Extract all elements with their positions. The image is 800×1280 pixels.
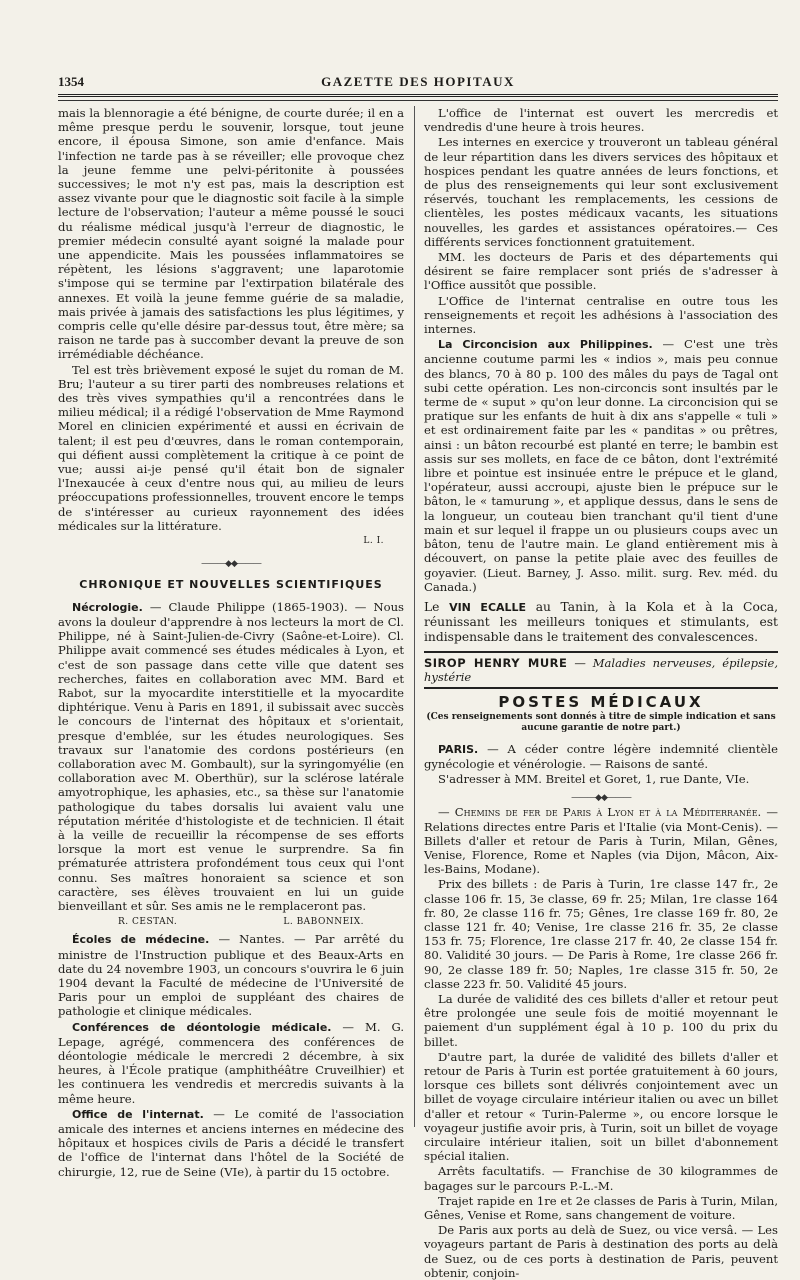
office-paragraph-2: Les internes en exercice y trouveront un tableau général de leur répartition dans les divers services des hôpitaux et hospices pendant les quatre années de leurs fonctions, et de plus des renseignements qui leur sont exclusivement réservés, touchant les remplacements, les cessions de clientèles, les postes médicaux vacants, les situations nouvelles, les gardes et assistances opératoires.— Ces différents services fonctionnent gratuitement. bbox=[424, 135, 778, 249]
review-paragraph-1: mais la blennoragie a été bénigne, de courte durée; il en a même presque perdu le souvenir, lorsque, tout jeune encore, il épousa Simone, son amie d'enfance. Mais l'infection ne tarde pas à se réveiller; elle provoque chez la jeune femme une pelvi-péritonite à poussées successives; le mot n'y est pas, mais la description est assez vivante pour que le diagnostic soit facile à la simple lecture de l'observation; l'auteur a même poussé le souci du réalisme médical jusqu'à l'erreur de diagnostic, le premier médecin consulté ayant soigné la malade pour une appendicite. Mais les poussées inflammatoires se répètent, les lésions s'aggravent; une laparotomie s'impose qui se termine par l'extirpation bilatérale des annexes. Et voilà la jeune femme guérie de sa maladie, mais privée à jamais des satisfactions les plus légitimes, y compris celle qu'elle désire par-dessus tout, être mère; sa raison ne tarde pas à succomber devant la preuve de son irrémédiable déchéance. bbox=[58, 106, 404, 362]
ecoles-article bbox=[58, 932, 404, 1018]
railway-express: Trajet rapide en 1re et 2e classes de Paris à Turin, Milan, Gênes, Venise et Rome, sans changement de voiture. bbox=[424, 1193, 778, 1223]
ad-prefix: Le bbox=[424, 599, 440, 614]
paris-text: — A céder contre légère indemnité clientèle gynécologie et vénérologie. — Raisons de santé. bbox=[424, 741, 778, 771]
necrologie-article bbox=[58, 600, 404, 913]
railway-prices: Prix des billets : de Paris à Turin, 1re classe 147 fr., 2e classe 106 fr. 15, 3e classe, 69 fr. 25; Milan, 1re classe 164 fr. 80, 2e classe 116 fr. 75; Gênes, 1re classe 169 fr. 80, 2e classe 121 fr. 40; Venise, 1re classe 216 fr. 35, 2e classe 153 fr. 75; Florence, 1re classe 217 fr. 40, 2e classe 154 fr. 80. Validité 30 jours. — De Paris à Rome, 1re classe 266 fr. 90, 2e classe 189 fr. 50; Naples, 1re classe 315 fr. 50, 2e classe 223 fr. 50. Validité 45 jours. bbox=[424, 877, 778, 991]
railway-article bbox=[424, 805, 778, 876]
newspaper-page bbox=[58, 72, 779, 1280]
conferences-heading: Conférences de déontologie médicale. bbox=[72, 1020, 332, 1034]
conferences-text: — M. G. Lepage, agrégé, commencera des conférences de déontologie médicale le mercredi 2 décembre, à six heures, à l'École pratique (amphithéâtre Cruveilhier) et les continuera les vendredis et mercredis suivants à la même heure. bbox=[58, 1019, 405, 1106]
sirop-brand: SIROP HENRY MURE bbox=[424, 655, 568, 670]
vin-ecalle-brand: VIN ECALLE bbox=[449, 600, 527, 614]
railway-heading: — Chemins de fer de Paris à Lyon et à la Méditerranée. bbox=[438, 805, 762, 820]
circoncision-heading: La Circoncision aux Philippines. bbox=[438, 338, 653, 352]
right-column bbox=[424, 106, 779, 1280]
left-column bbox=[58, 106, 405, 1179]
header-rule bbox=[58, 100, 778, 101]
necrologie-text: — Claude Philippe (1865-1903). — Nous avons la douleur d'apprendre à nos lecteurs la mort de Cl. Philippe, né à Saint-Julien-de-Civry (Saône-et-Loire). Cl. Philippe avait commencé ses études médicales à Lyon, et c'est de son passage dans cette ville que datent ses recherches, faites en collaboration avec MM. Bard et Rabot, sur la myocardite interstitielle et la myocardite diphtérique. Venu à Paris en 1891, il subissait avec succès le concours de l'internat des hôpitaux et s'orientait, presque d'emblée, sur les études neurologiques. Ses travaux sur l'anatomie des cordons postérieurs (en collaboration avec M. Gombault), sur la syringomyélie (en collaboration avec M. Oberthür), sur la sclérose latérale amyotrophique, les aphasies, etc., sa thèse sur l'anatomie pathologique du tabes dorsalis lui avaient valu une réputation méritée d'histologiste et de technicien. Il était à la veille de recueillir la récompense de ses efforts lorsque la mort est venue le surprendre. Sa fin prématurée attristera profondément tous ceux qui l'ont connu. Ses maîtres honoraient sa science et son caractère, ses élèves trouvaient en lui un guide bienveillant et sûr. Ses amis ne le remplaceront pas. bbox=[58, 599, 405, 913]
signature-cestan: R. CESTAN. bbox=[118, 917, 178, 928]
railway-stops: Arrêts facultatifs. — Franchise de 30 kilogrammes de bagages sur le parcours P.-L.-M. bbox=[424, 1164, 778, 1193]
sirop-text: — Maladies nerveuses, épilepsie, hystérie bbox=[424, 655, 779, 685]
necrologie-heading: Nécrologie. bbox=[72, 600, 143, 614]
ecoles-text: — Nantes. — Par arrêté du ministre de l'Instruction publique et des Beaux-Arts en date du 24 novembre 1903, un concours s'ouvrira le 6 juin 1904 devant la Faculté de médecine de l'Université de Paris pour un emploi de suppléant des chaires de pathologie et clinique médicales. bbox=[58, 932, 404, 1019]
page-header bbox=[58, 72, 778, 97]
railway-text: — Relations directes entre Paris et l'Italie (via Mont-Cenis). — Billets d'aller et retour de Paris à Turin, Milan, Gênes, Venise, Florence, Rome et Naples (via Dijon, Mâcon, Aix-les-Bains, Modane). bbox=[424, 805, 779, 877]
necrologie-signatures bbox=[58, 914, 404, 932]
vin-ecalle-ad bbox=[424, 600, 778, 645]
sirop-henry-mure-ad bbox=[424, 651, 778, 689]
office-text: — Le comité de l'association amicale des internes et anciens internes en médecine des hôpitaux et hospices civils de Paris a décidé le transfert de l'office de l'internat dans l'hôtel de la Société de chirurgie, 12, rue de Seine (VIe), à partir du 15 octobre. bbox=[58, 1106, 404, 1179]
columns bbox=[58, 106, 779, 1280]
ecoles-heading: Écoles de médecine. bbox=[72, 933, 210, 947]
review-signature: L. I. bbox=[363, 536, 384, 547]
page-title: GAZETTE DES HOPITAUX bbox=[321, 74, 515, 89]
postes-medicaux-title: POSTES MÉDICAUX bbox=[498, 693, 704, 712]
page-number: 1354 bbox=[58, 74, 84, 89]
ornament-divider-2: ———◆◆——— bbox=[571, 793, 631, 804]
railway-suez: De Paris aux ports au delà de Suez, ou vice versâ. — Les voyageurs partant de Paris à destination des ports au delà de Suez, ou de ces ports à destination de Paris, peuvent obtenir, conjoin- bbox=[424, 1223, 778, 1280]
railway-extension: D'autre part, la durée de validité des billets d'aller et retour de Paris à Turin est portée gratuitement à 60 jours, lorsque ces billets sont délivrés conjointement avec un billet de voyage circulaire intérieur italien ou avec un billet d'aller et retour « Turin-Palerme », ou encore lorsque le voyageur justifie avoir pris, à Turin, soit un billet de voyage circulaire intérieur italien, soit un billet d'abonnement spécial italien. bbox=[424, 1049, 778, 1164]
ornament-divider: ———◆◆——— bbox=[201, 559, 261, 570]
postes-note: (Ces renseignements sont donnés à titre de simple indication et sans aucune garantie de notre part.) bbox=[426, 711, 776, 733]
office-article bbox=[58, 1107, 404, 1179]
circoncision-text: — C'est une très ancienne coutume parmi les « indios », mais peu connue des blancs, 70 à 80 p. 100 des mâles du pays de Tagal ont subi cette opération. Les non-circoncis sont insultés par le terme de « suput » qu'on leur donne. La circoncision qui se pratique sur les enfants de huit à dix ans s'appelle « tuli » et est ordinairement faite par les « panditas » ou prêtres, ainsi : un bâton recourbé est planté en terre; le bambin est assis sur ses mollets, en face de ce bâton, dont l'extrémité libre et pointue est insinuée entre le prépuce et le gland, l'opérateur, aussi accroupi, ajuste bien le prépuce sur le bâton, le « tamurung », et applique dessus, dans le sens de la longueur, un couteau bien tranchant qu'il tient d'une main et sur lequel il frappe un ou plusieurs coups avec un bâton, tenu de l'autre main. Le gland entièrement mis à découvert, on panse la petite plaie avec des feuilles de goyavier. (Lieut. Barney, J. Asso. milit. surg. Rev. méd. du Canada.) bbox=[424, 337, 778, 594]
vin-ecalle-text: au Tanin, à la Kola et à la Coca, réunissant les meilleurs toniques et stimulants, est indispensable dans le traitement des convalescences. bbox=[424, 599, 778, 644]
paris-annonce bbox=[424, 742, 778, 771]
circoncision-article bbox=[424, 337, 778, 594]
section-title: CHRONIQUE ET NOUVELLES SCIENTIFIQUES bbox=[79, 577, 383, 591]
paris-address: S'adresser à MM. Breitel et Goret, 1, rue Dante, VIe. bbox=[438, 771, 750, 786]
review-paragraph-2: Tel est très brièvement exposé le sujet du roman de M. Bru; l'auteur a su tirer parti des nombreuses relations et des très vives sympathies qu'il a rencontrées dans le milieu médical; il a rédigé l'observation de Mme Raymond Morel en clinicien expérimenté et aussi en écrivain de talent; il est peu d'œuvres, dans le roman contemporain, qui défient aussi complètement la critique à ce point de vue; aussi ai-je pensé qu'il était bon de signaler l'Inexaucée à ceux d'entre nous qui, au milieu de leurs préoccupations professionnelles, trouvent encore le temps de s'intéresser au curieux rayonnement des idées médicales sur la littérature. bbox=[58, 362, 404, 533]
conferences-article bbox=[58, 1020, 404, 1106]
office-heading: Office de l'internat. bbox=[72, 1107, 204, 1121]
paris-heading: PARIS. bbox=[438, 742, 479, 756]
signature-babonneix: L. BABONNEIX. bbox=[283, 917, 364, 928]
column-divider bbox=[414, 106, 415, 1127]
office-paragraph-1: L'office de l'internat est ouvert les mercredis et vendredis d'une heure à trois heures. bbox=[424, 106, 778, 135]
railway-validity: La durée de validité des ces billets d'aller et retour peut être prolongée une seule fois de moitié moyennant le paiement d'un supplément égal à 10 p. 100 du prix du billet. bbox=[424, 991, 778, 1049]
office-paragraph-4: L'Office de l'internat centralise en outre tous les renseignements et reçoit les adhésions à l'association des internes. bbox=[424, 293, 778, 337]
office-paragraph-3: MM. les docteurs de Paris et des départements qui désirent se faire remplacer sont priés de s'adresser à l'Office aussitôt que possible. bbox=[424, 250, 778, 293]
